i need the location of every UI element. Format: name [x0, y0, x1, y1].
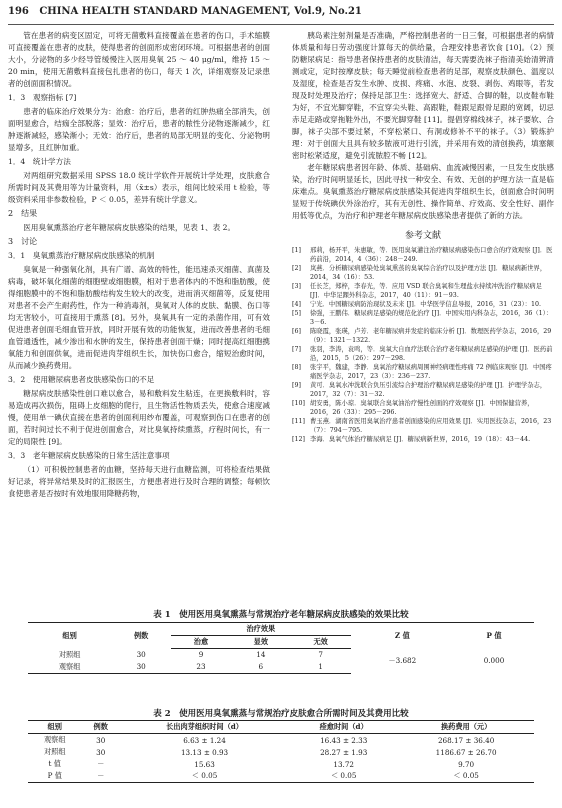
reference-text: 任长芝，郑梓，李春光，等．应用 VSD 联合臭氧和生理盐水持续冲洗治疗糖尿病足 [J]．中华足踝外科杂志，2017，40（11）：91－93.	[310, 283, 543, 299]
table-cell: 9.70	[458, 759, 475, 769]
left-column	[8, 30, 270, 500]
section-heading: 1．4 统计学方法	[8, 157, 71, 166]
reference-number: [6]	[292, 328, 301, 335]
table1-z-value: －3.682	[388, 655, 417, 665]
table-cell: 15.63	[194, 759, 215, 769]
table-cell: 9	[198, 650, 204, 660]
table1-header-z: Z 值	[351, 623, 454, 649]
table-cell: 对照组	[58, 649, 81, 659]
references-title: 参考文献	[404, 231, 441, 241]
reference-text: 胡安勇，陈小琼．臭氧联合臭氧油治疗慢性创面的疗效观察 [J]．中国保健营养，2016，26（33）：295－296.	[310, 400, 534, 416]
table-cell: ＜ 0.05	[120, 770, 289, 783]
body-paragraph: 胰岛素注射剂量是否准确，严格控制患者的一日三餐，可根据患者的病情体质量和每日劳动强度计算每天的供给量，合理安排患者饮食 [10]。（2）预防糖尿病足：指导患者保持患者的皮肤清洁，每天需要洗袜子指清美始清辨清测或定，定时按摩皮肤；每天睡觉前检查患者的足部，观察皮肤颜色、温度以及湿度，检查是否发生水肿、皮损、疼痛、水泡、皮裂、剥伤、鸡眼等，若发现及时处理及治疗；保持足部卫生：选择宽大、舒适、合脚的鞋，以皮鞋布鞋为好，不宜光脚穿鞋，不宜穿尖头鞋、高跟鞋，鞋跟足跟骨足跟的宽阔，切忌赤足走路或穿拖鞋外出，不要光脚穿鞋 [11]。提倡穿棉线袜子，袜子要软、合脚，袜子尖部不要过紧，不穿松紧口、有洞或修补不平的袜子。（3）锻炼护理：对于创面大且具有较多脓液可进行引流，并采用有效的清创换药，填塞额密时松紧适度，避免引流脓腔不畅 [12]。	[292, 31, 554, 160]
body-paragraph: 患者的临床治疗效果分为：治愈：治疗后，患者的红肿热痛全部消失，创面明显愈合，结痂全部脱落；显效：治疗后，患者的脓性分泌物逐渐减少，红肿逐渐减轻，感染渐小；无效：治疗后，患者的局部无明显的变化、分泌物明显增多，且红肿加重。	[8, 107, 270, 152]
reference-item	[292, 417, 554, 435]
reference-number: [2]	[292, 265, 301, 272]
table-cell: ＜ 0.05	[289, 770, 398, 783]
reference-number: [7]	[292, 346, 301, 353]
table-row	[28, 734, 534, 747]
right-column-body	[292, 30, 554, 222]
reference-number: [11]	[292, 418, 305, 425]
reference-item	[292, 345, 554, 363]
reference-text: 岚燕．分析糖尿病感染处臭氧熏蒸的臭氧综合治疗以及护理方法 [J]．糖尿病新世界，2014，34（16）：53.	[310, 265, 547, 281]
journal-title: CHINA HEALTH STANDARD MANAGEMENT, Vol.9, No.21	[39, 6, 362, 17]
reference-number: [12]	[292, 436, 305, 443]
section-heading: 3 讨论	[8, 237, 38, 246]
table2-body	[28, 734, 534, 783]
page-header	[8, 6, 554, 24]
table-cell: 对照组	[43, 747, 66, 756]
table1-p-value: 0.000	[483, 656, 505, 666]
table-cell: 23	[171, 661, 231, 674]
table1-header-p: P 值	[454, 623, 534, 649]
table-cell: 7	[318, 650, 323, 660]
table-cell: 30	[96, 735, 106, 745]
table2-caption: 表 2 使用医用臭氧熏蒸与常规治疗皮肤愈合所需时间及其费用比较	[153, 709, 409, 719]
table-cell: 13.72	[333, 759, 354, 769]
body-paragraph: 管在患者的病变区固定，可将无菌敷料直接覆盖在患者的伤口，手术缩膜可直接覆盖在患者的皮肤，使得患者的创面形成密闭环境。可根据患者的创面大小，分泌物的多少经导管缓慢注入医用臭氧 25 ～ 40 μg/ml，维持 15 ～ 20 min，使用无菌敷料直接包扎患者的伤口，每天 1 次，详细观察及记录患者的创面面积情况。	[8, 31, 270, 88]
reference-text: 宁光．中国糖尿病防治现状及未来 [J]．中华医学信息导报，2016，31（23）：10.	[310, 301, 541, 308]
reference-text: 张宇平，魏建，李静．臭氧治疗糖尿病周围神经病理性疼痛 72 例临床观察 [J]．中国疼痛医学杂志，2017，23（3）：236－237.	[310, 364, 552, 380]
reference-item	[292, 363, 554, 381]
references-list	[292, 246, 554, 444]
reference-text: 徐强，王鹏伟．糖尿病足感染的规范化治疗 [J]．中国实用内科杂志，2016，36（1）：3－6.	[310, 310, 553, 326]
table-cell: 30	[136, 650, 146, 659]
table-cell: 28.27 ± 1.93	[320, 747, 368, 757]
reference-item	[292, 300, 554, 309]
table-cell: 13.13 ± 0.93	[180, 747, 229, 757]
body-paragraph: 对两组研究数据采用 SPSS 18.0 统计学软件开展统计学处理，皮肤愈合所需时间及其费用等为计量资料，用（x̄±s）表示，组间比较采用 t 检验，等级资料采用非参数检验，P ＜ 0.05，差异有统计学意义。	[8, 171, 270, 204]
body-paragraph: 糖尿病皮肤感染性创口难以愈合，易和敷料发生粘连，在更换敷料时，容易造成再次损伤，阻碍上皮细胞的爬行，且生物活性物质丢失，使愈合速度减慢，使用单一碘伏直接在患者的创面利用纱布覆盖，可观察到伤口在患者的创面，若时间过长不利于促进创面愈合，对比臭氧持续熏蒸，疗程时间长，有一定的局限性 [9]。	[8, 389, 270, 446]
reference-text: 张羽，李涛，袁鸣，等．臭氧大自血疗法联合治疗老年糖尿病足感染的护理 [J]．医药前沿，2015，5（26）：297－298.	[310, 346, 553, 362]
table2	[28, 720, 534, 783]
section-heading: 3．2 使用糖尿病患者皮肤感染伤口的不足	[8, 375, 155, 384]
section-heading: 1．3 观察指标 [7]	[8, 93, 77, 102]
table2-header-cell: 长出肉芽组织时间（d）	[120, 721, 289, 734]
table-cell: －	[81, 770, 119, 783]
table1-header-none: 无效	[291, 636, 351, 649]
table1-caption: 表 1 使用医用臭氧熏蒸与常规治疗老年糖尿病皮肤感染的效果比较	[153, 610, 409, 620]
page-number: 196	[8, 6, 29, 17]
body-paragraph: 臭氧是一种强氧化剂，具有广谱、高效的特性，能迅速杀灭细菌、真菌及病毒，破坏氧化细菌的细胞壁或细胞膜，相对于患者体内的不饱和脂肪酸，使得细胞膜中的不饱和脂肪酸结构发生较大的改变，进而消灭细菌等，反复使用对患者不会产生耐药性，作为一种消毒剂，臭氧对人体的皮肤、黏膜、伤口等均无害较小，可直接用于熏蒸 [8]。另外，臭氧具有一定的杀菌作用，可有效促进患者创面毛细血管开放，同时开展有效的功能恢复，进而改善患者的毛细血管通透性，减少渗出和水肿的发生，保持患者创面干燥；同时提高红细胞携氧能力和创面供氧，进而促进肉芽组织生长，加快伤口愈合，缩短治愈时间，从而减少换药费用。	[8, 265, 270, 370]
reference-number: [5]	[292, 310, 301, 317]
reference-number: [8]	[292, 364, 301, 371]
table-cell: 16.43 ± 2.33	[320, 735, 368, 745]
reference-item	[292, 282, 554, 300]
table-cell: －	[97, 759, 105, 768]
reference-item	[292, 381, 554, 399]
table1-header-effect: 治疗效果	[171, 623, 351, 636]
reference-number: [4]	[292, 301, 301, 308]
reference-item	[292, 246, 554, 264]
table-cell: 30	[96, 747, 106, 757]
table2-header-cell: 例数	[81, 721, 119, 734]
table-row	[28, 758, 534, 770]
table1-header-cure: 治愈	[171, 636, 231, 649]
body-paragraph: （1）可积极控制患者的血糖，坚持每天进行血糖监测，可将检查结果做好记录，将异常结果及时的汇报医生，方便患者进行及时合理的调整；每顿饮食使患者是否按时有效地服用降糖药物，	[8, 465, 270, 498]
table-cell: 30	[111, 661, 171, 674]
table2-header-cell: 组别	[28, 721, 81, 734]
reference-number: [1]	[292, 247, 301, 254]
right-column	[292, 30, 554, 444]
table-cell: 观察组	[28, 661, 111, 674]
table-row	[28, 746, 534, 758]
section-heading: 3．1 臭氧熏蒸治疗糖尿病皮肤感染的机制	[8, 251, 155, 260]
table-cell: t 值	[48, 759, 61, 768]
header-rule	[8, 24, 554, 25]
reference-item	[292, 327, 554, 345]
table-row	[28, 649, 534, 661]
section-heading: 3．3 老年糖尿病皮肤感染的日常生活注意事项	[8, 451, 170, 460]
reference-item	[292, 264, 554, 282]
reference-text: 曹玉燕．湖南省医用臭氧治疗患者创面感染的应用效果 [J]．实用医技杂志，2016，23（7）：794－795.	[310, 418, 552, 434]
table1-header-group: 组别	[28, 623, 111, 649]
table-cell: ＜ 0.05	[398, 770, 534, 783]
reference-text: 黄可．臭氧水冲洗联合负压引流综合护理治疗糖尿病足感染的护理 [J]．护理学杂志，2017，32（7）：31－32.	[310, 382, 547, 398]
body-paragraph: 医用臭氧熏蒸治疗老年糖尿病皮肤感染的结果，见表 1、表 2。	[23, 223, 236, 232]
table-cell: 6.63 ± 1.24	[183, 735, 226, 745]
table1-header-marked: 显效	[231, 636, 291, 649]
body-paragraph: 老年糖尿病患者因年龄、体质、基础病、血流减慢因素，一旦发生皮肤感染，治疗时间明显延长，因此寻找一种安全、有效、无创的护理方法一直是临床难点。臭氧熏蒸治疗糖尿病皮肤感染其促进肉芽组织生长，创面愈合时间明显短于传统碘伏外涂治疗，其有无创性、操作简单、疗效高、安全性好、副作用低等优点，为治疗和护理老年糖尿病皮肤感染患者提供了新的方法。	[292, 163, 554, 220]
section-heading: 2 结果	[8, 209, 38, 218]
table2-header-row	[28, 721, 534, 734]
reference-text: 邢莉，杨开平，朱惠敏，等．医用臭氧灌注治疗糖尿病感染伤口愈合的疗效观察 [J]．医药前沿，2014，4（36）：248－249.	[310, 247, 553, 263]
reference-number: [10]	[292, 400, 305, 407]
reference-item	[292, 399, 554, 417]
reference-number: [9]	[292, 382, 301, 389]
table1	[28, 622, 534, 674]
table2-header-cell: 换药费用（元）	[398, 721, 534, 734]
table2-header-cell: 痊愈时间（d）	[289, 721, 398, 734]
table1-header-count: 例数	[111, 623, 171, 649]
reference-item	[292, 435, 554, 444]
table-cell: 1	[291, 661, 351, 674]
table-cell: 6	[231, 661, 291, 674]
table-cell: 14	[256, 650, 266, 660]
reference-text: 李海．臭氧气体治疗糖尿病足 [J]．糖尿病新世界，2016，19（18）：43－44.	[310, 436, 531, 443]
reference-number: [3]	[292, 283, 301, 290]
table-cell: 1186.67 ± 26.70	[435, 747, 497, 757]
table-cell: 观察组	[43, 735, 66, 744]
table-cell: 268.17 ± 36.40	[437, 735, 495, 745]
table-row	[28, 770, 534, 783]
reference-item	[292, 309, 554, 327]
reference-text: 陈晓霞，张瑛，卢芳．老年糖尿病并发症的临床分析 [J]．数理医药学杂志，2016，29（9）：1321－1322.	[310, 328, 552, 344]
table-cell: P 值	[28, 770, 81, 783]
